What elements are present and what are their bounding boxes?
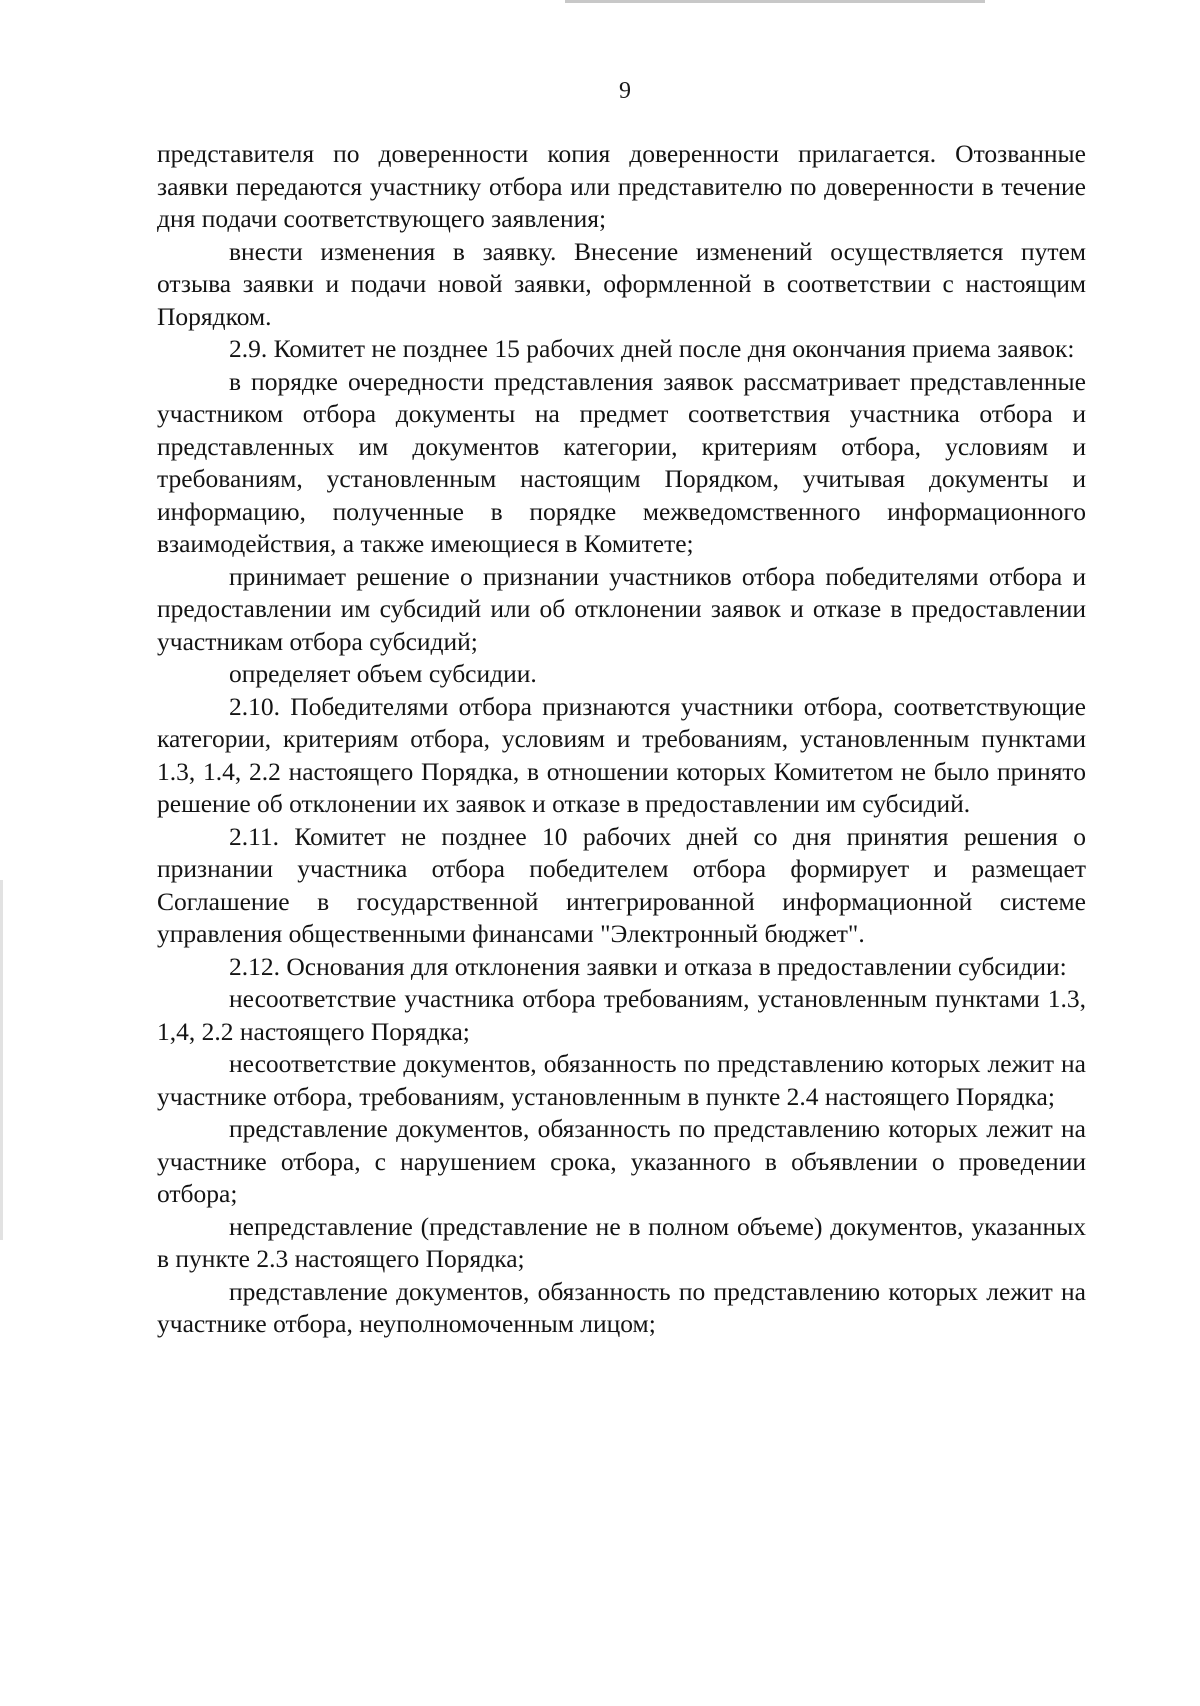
page-number: 9 xyxy=(619,78,631,104)
paragraph-3: 2.9. Комитет не позднее 15 рабочих дней после дня окончания приема заявок: xyxy=(229,334,1075,363)
body-text xyxy=(157,138,1086,1341)
paragraph-2: внести изменения в заявку. Внесение изменений осуществляется путем отзыва заявки и подачи новой заявки, оформленной в соответствии с настоящим Порядком. xyxy=(157,236,1086,331)
paragraph-8: 2.11. Комитет не позднее 10 рабочих дней со дня принятия решения о признании участника отбора победителем отбора формирует и размещает Соглашение в государственной интегрированной информационной системе управления общественными финансами "Электронный бюджет". xyxy=(157,821,1086,948)
paragraph-1: представителя по доверенности копия доверенности прилагается. Отозванные заявки передаются участнику отбора или представителю по доверенности в течение дня подачи соответствующего заявления; xyxy=(157,139,1086,233)
paragraph-9: 2.12. Основания для отклонения заявки и отказа в предоставлении субсидии: xyxy=(229,951,1067,981)
scan-top-edge xyxy=(565,0,985,3)
paragraph-6: определяет объем субсидии. xyxy=(229,659,537,688)
scan-left-edge xyxy=(0,880,3,1240)
paragraph-14: представление документов, обязанность по представлению которых лежит на участнике отбора, неуполномоченным лицом; xyxy=(157,1276,1086,1338)
paragraph-5: принимает решение о признании участников отбора победителями отбора и предоставлении им субсидий или об отклонении заявок и отказе в предоставлении участникам отбора субсидий; xyxy=(157,561,1086,656)
paragraph-10: несоответствие участника отбора требованиям, установленным пунктами 1.3, 1,4, 2.2 настоящего Порядка; xyxy=(157,984,1086,1046)
paragraph-12: представление документов, обязанность по представлению которых лежит на участнике отбора, с нарушением срока, указанного в объявлении о проведении отбора; xyxy=(157,1114,1086,1208)
paragraph-7: 2.10. Победителями отбора признаются участники отбора, соответствующие категории, критериям отбора, условиям и требованиям, установленным пунктами 1.3, 1.4, 2.2 настоящего Порядка, в отношении которых Комитетом не было принято решение об отклонении их заявок и отказе в предоставлении им субсидий. xyxy=(157,691,1086,818)
paragraph-13: непредставление (представление не в полном объеме) документов, указанных в пункте 2.3 настоящего Порядка; xyxy=(157,1211,1086,1273)
paragraph-4: в порядке очередности представления заявок рассматривает представленные участником отбора документы на предмет соответствия участника отбора и представленных им документов категории, критериям отбора, условиям и требованиям, установленным настоящим Порядком, учитывая документы и информацию, полученные в порядке межведомственного информационного взаимодействия, а также имеющиеся в Комитете; xyxy=(157,366,1086,558)
paragraph-11: несоответствие документов, обязанность по представлению которых лежит на участнике отбора, требованиям, установленным в пункте 2.4 настоящего Порядка; xyxy=(157,1049,1086,1111)
